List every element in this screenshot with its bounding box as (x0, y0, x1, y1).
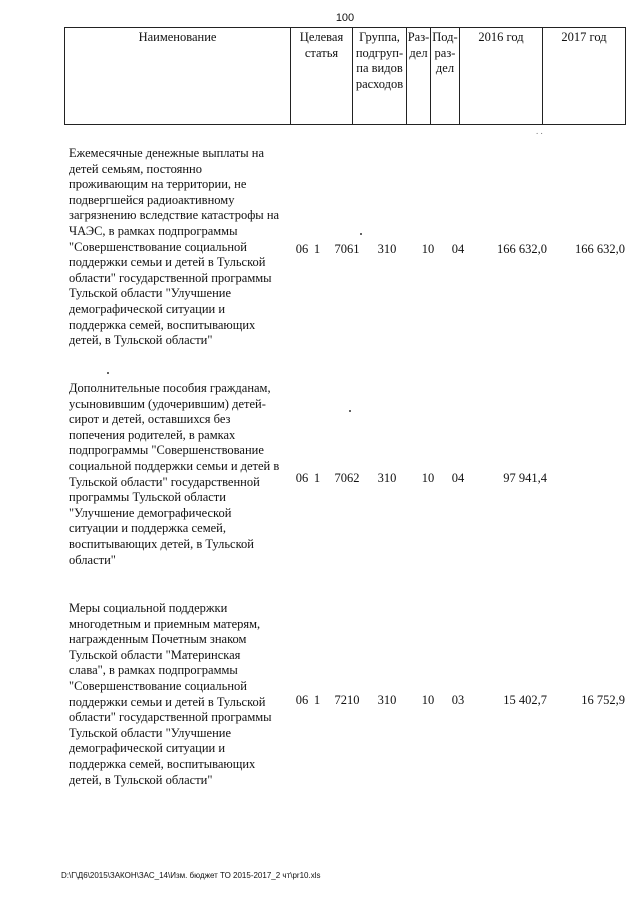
row-subprogram-code: 1 (313, 693, 321, 707)
row-section: 10 (421, 471, 435, 485)
scan-dots: . . (536, 126, 543, 136)
row-subsection: 04 (451, 242, 465, 256)
row-section: 10 (421, 693, 435, 707)
row-section: 10 (421, 242, 435, 256)
row-program-code: 06 (295, 693, 309, 707)
row-subsection: 03 (451, 693, 465, 707)
row-expense-group: 310 (377, 471, 397, 485)
header-year-2016: 2016 год (460, 28, 543, 125)
row-subprogram-code: 1 (313, 471, 321, 485)
row-program-code: 06 (295, 242, 309, 256)
file-path-footer: D:\Г\Д6\2015\ЗАКОН\ЗАС_14\Изм. бюджет ТО 2015-2017_2 чт\pr10.xls (61, 871, 321, 880)
row-program-code: 06 (295, 471, 309, 485)
header-expense-group: Группа, подгруп- па видов расходов (353, 28, 407, 125)
header-subsection: Под- раз- дел (431, 28, 460, 125)
row-item-code: 7210 (334, 693, 360, 707)
row-expense-group: 310 (377, 693, 397, 707)
row-amount-2016: 166 632,0 (497, 242, 547, 256)
row-subprogram-code: 1 (313, 242, 321, 256)
row-item-code: 7062 (334, 471, 360, 485)
page-number: 100 (335, 12, 355, 24)
table-header (64, 27, 626, 125)
row-subsection: 04 (451, 471, 465, 485)
row-item-code: 7061 (334, 242, 360, 256)
row-expense-group: 310 (377, 242, 397, 256)
header-name: Наименование (65, 28, 291, 125)
header-section: Раз- дел (407, 28, 431, 125)
row-description: Ежемесячные денежные выплаты на детей семьям, постоянно проживающим на территории, не подвергшейся радиоактивному загрязнению вследствие катастрофы на ЧАЭС, в рамках подпрограммы "Совершенствование социальной поддержки семьи и детей в Тульской области" государственной программы Тульской области "Улучшение демографической ситуации и поддержка семей, воспитывающих детей, в Тульской области" (69, 146, 280, 348)
row-description: Дополнительные пособия гражданам, усыновившим (удочерившим) детей- сирот и детей, оставшихся без попечения родителей, в рамках подпрограммы "Совершенствование социальной поддержки семьи и детей в Тульской области" государственной программы Тульской области "Улучшение демографической ситуации и поддержка семей, воспитывающих детей, в Тульской области" (69, 381, 280, 567)
row-amount-2017: 166 632,0 (575, 242, 625, 256)
row-amount-2016: 15 402,7 (503, 693, 547, 707)
scan-speck (349, 410, 351, 412)
scan-speck (107, 372, 109, 374)
row-amount-2017: 16 752,9 (581, 693, 625, 707)
scan-speck (360, 233, 362, 235)
row-description: Меры социальной поддержки многодетным и приемным матерям, награжденным Почетным знаком Тульской области "Материнская слава", в рамках подпрограммы "Совершенствование социальной поддержки семьи и детей в Тульской области" государственной программы Тульской области "Улучшение демографической ситуации и поддержка семей, воспитывающих детей, в Тульской области" (69, 601, 272, 787)
row-amount-2016: 97 941,4 (503, 471, 547, 485)
header-target-article: Целевая статья (291, 28, 353, 125)
header-year-2017: 2017 год (543, 28, 626, 125)
